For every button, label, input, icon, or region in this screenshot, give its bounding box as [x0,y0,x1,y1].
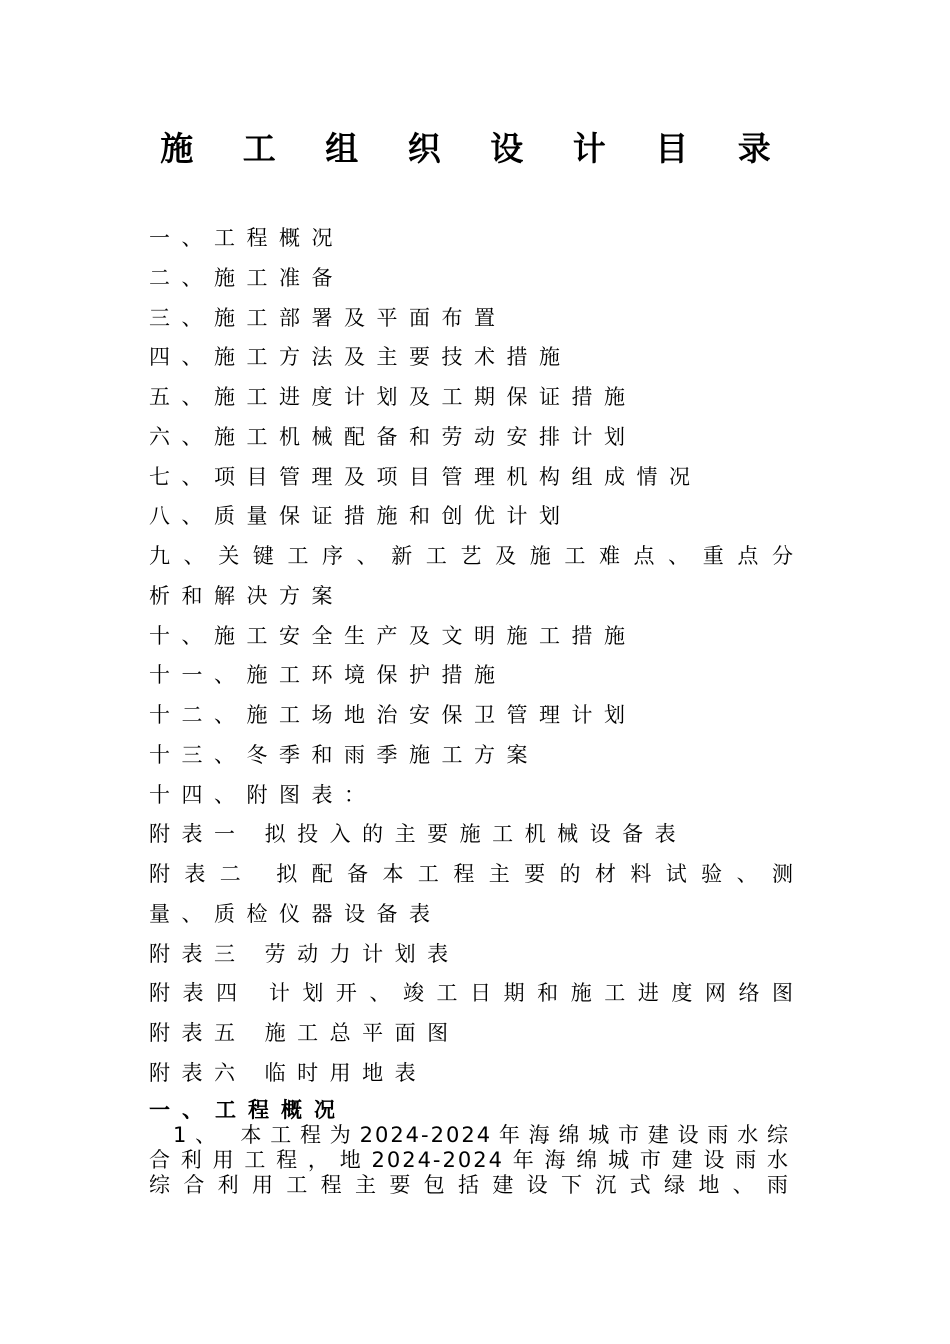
toc-appendix-4: 附表四 计划开、竣工日期和施工进度网络图 [149,981,799,1006]
toc-item-11: 十一、施工环境保护措施 [149,663,507,688]
toc-item-5: 五、施工进度计划及工期保证措施 [149,385,637,409]
body-line-1: 1、 本工程为2024-2024年海绵城市建设雨水综 [173,1123,790,1147]
toc-item-4: 四、施工方法及主要技术措施 [149,345,572,370]
body-paragraph [149,1123,790,1198]
toc-item-3: 三、施工部署及平面布置 [149,305,507,330]
toc-appendix-2-continued: 量、质检仪器设备表 [149,901,442,926]
toc-appendix-5: 附表五 施工总平面图 [149,1021,460,1045]
toc-appendix-1: 附表一 拟投入的主要施工机械设备表 [149,822,688,847]
toc-item-7: 七、项目管理及项目管理机构组成情况 [149,464,702,489]
toc-item-10: 十、施工安全生产及文明施工措施 [149,623,637,648]
table-of-contents [149,219,799,1094]
toc-item-9: 九、关键工序、新工艺及施工难点、重点分 [149,544,799,568]
section-heading: 一、工程概况 [149,1098,347,1122]
body-line-2: 合利用工程，地2024-2024年海绵城市建设雨水 [149,1148,790,1172]
toc-item-2: 二、施工准备 [149,265,344,290]
toc-appendix-3: 附表三 劳动力计划表 [149,941,460,966]
toc-item-8: 八、质量保证措施和创优计划 [149,504,572,529]
body-line-3: 综合利用工程主要包括建设下沉式绿地、雨 [149,1173,790,1197]
document-title: 施 工 组 织 设 计 目 录 [160,129,790,168]
toc-appendix-6: 附表六 临时用地表 [149,1060,428,1085]
toc-item-9-continued: 析和解决方案 [149,583,344,608]
toc-item-14: 十四、附图表： [149,782,377,807]
toc-item-12: 十二、施工场地治安保卫管理计划 [149,703,637,727]
toc-item-6: 六、施工机械配备和劳动安排计划 [149,424,637,449]
toc-item-1: 一、工程概况 [149,226,344,250]
toc-item-13: 十三、冬季和雨季施工方案 [149,742,539,767]
toc-appendix-2: 附表二 拟配备本工程主要的材料试验、测 [149,862,799,886]
